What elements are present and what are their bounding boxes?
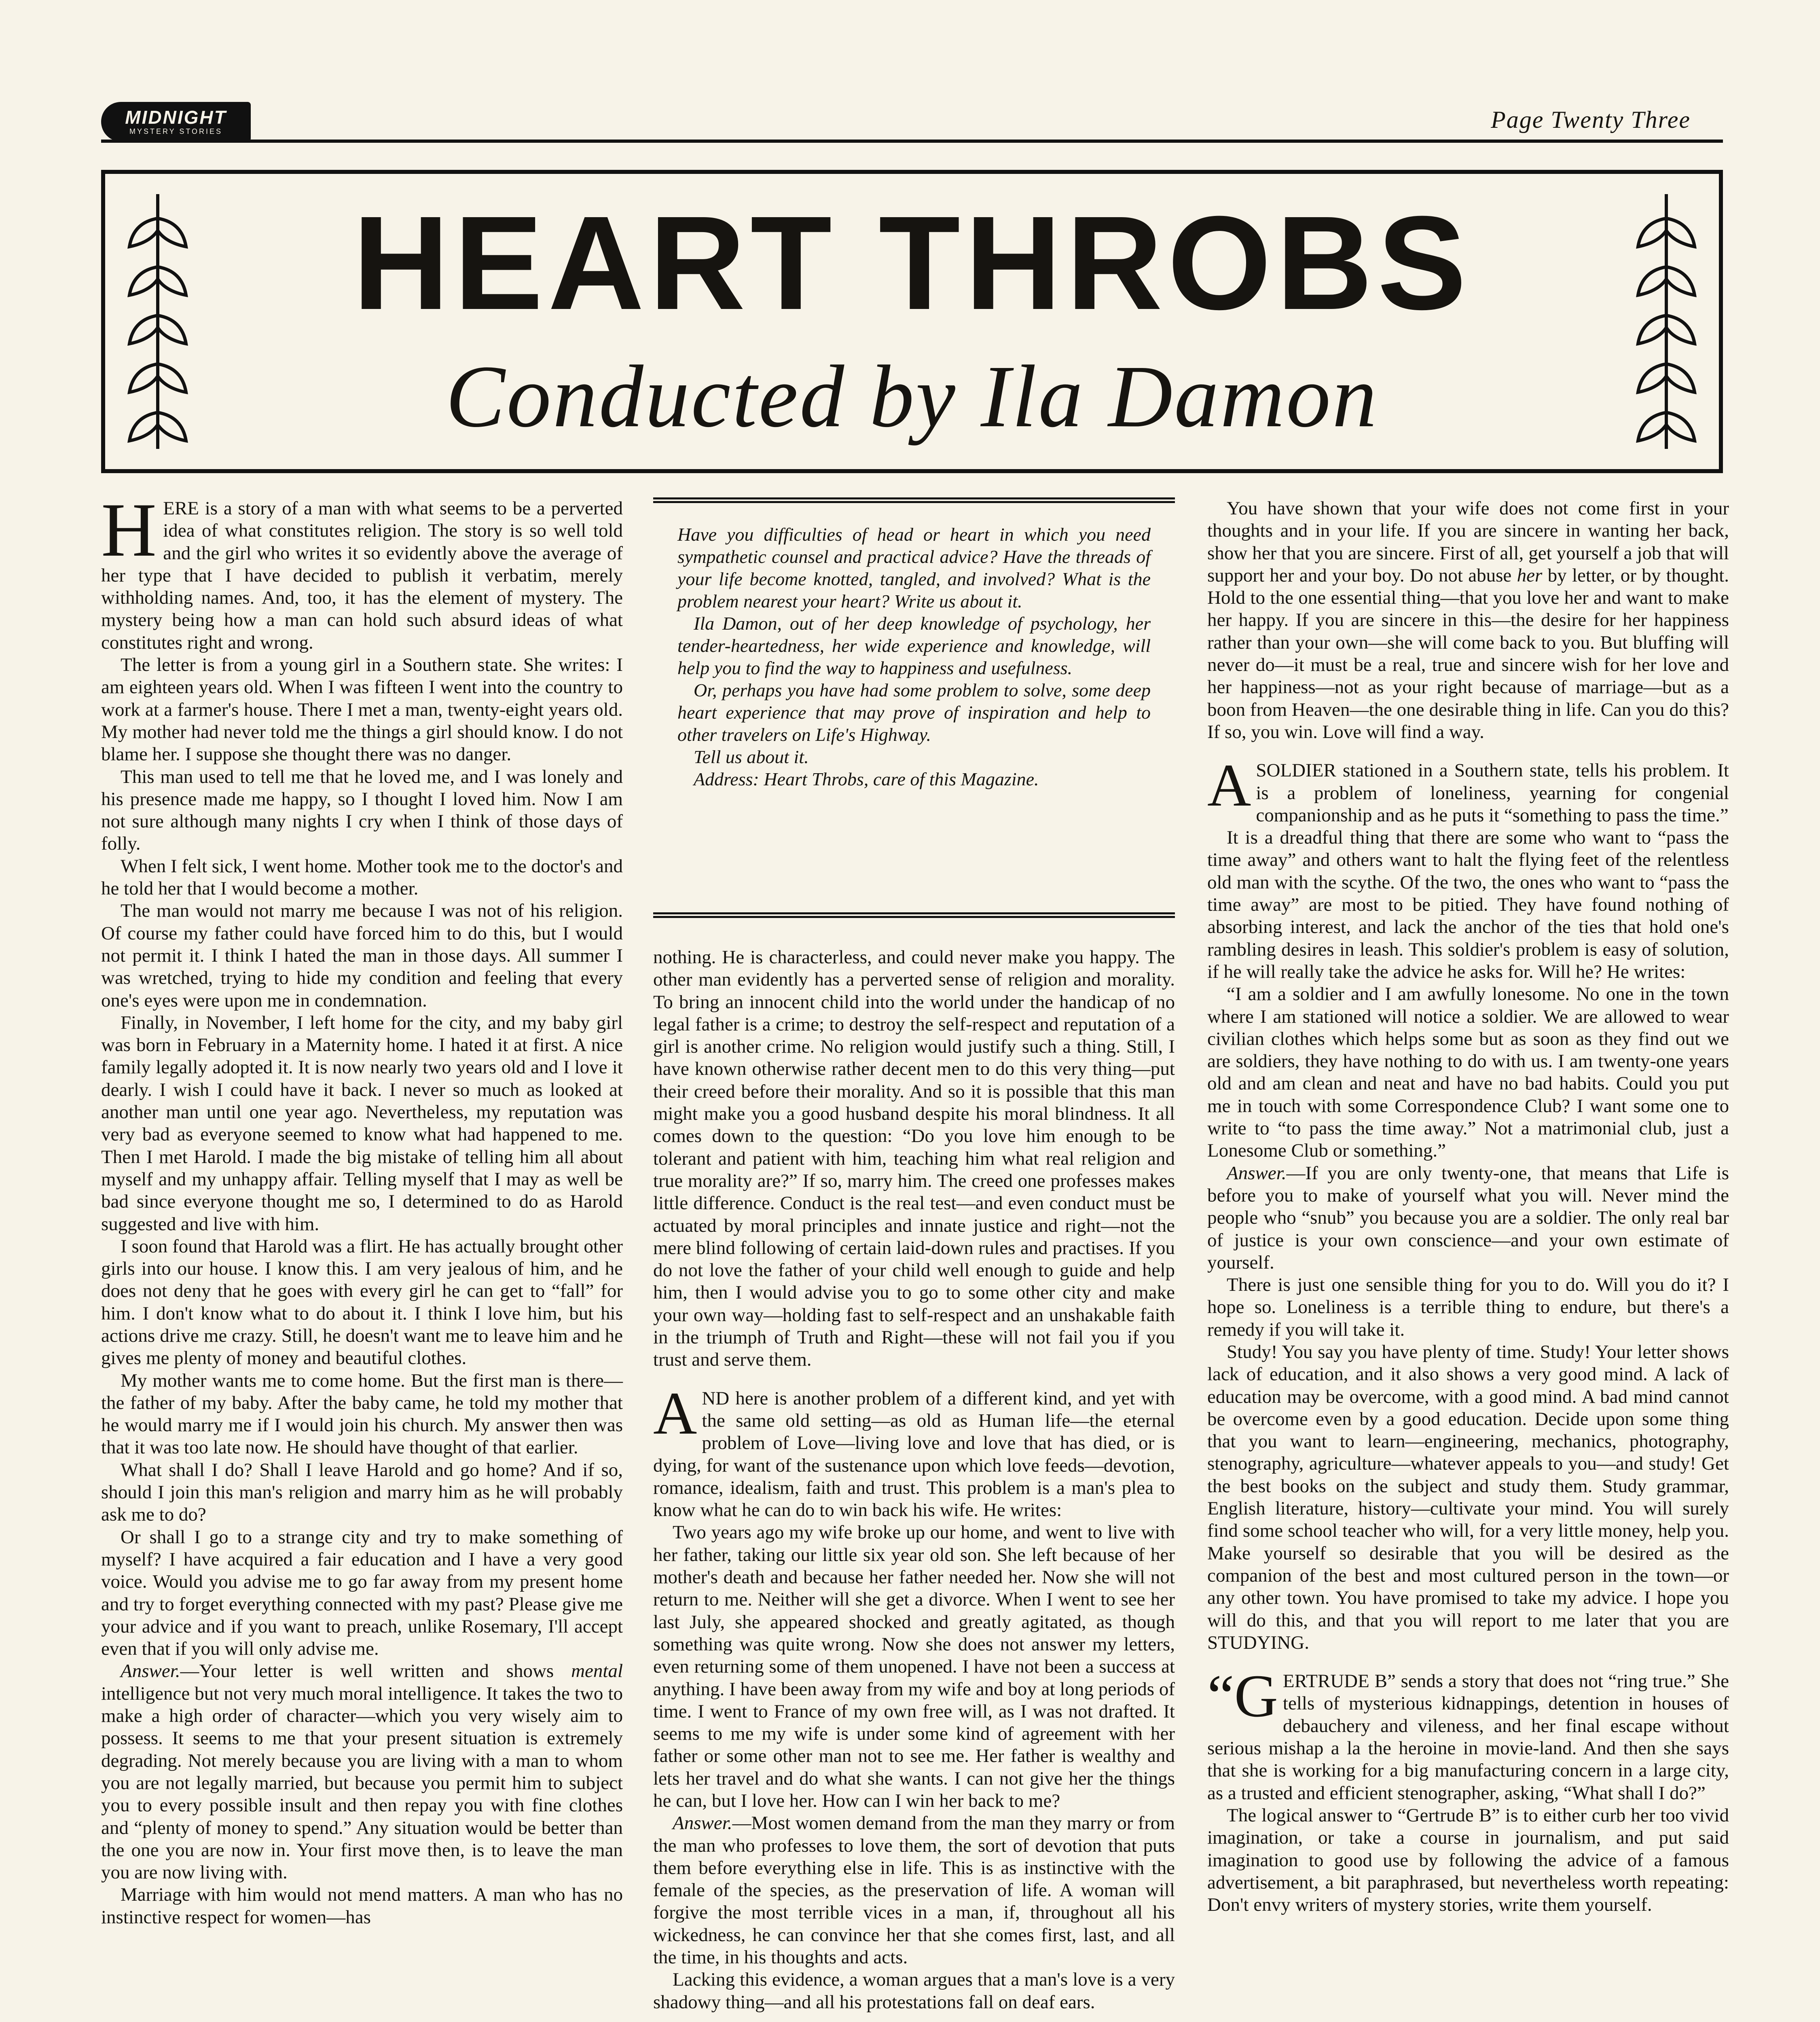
logo-title: MIDNIGHT [125,107,227,128]
paragraph: What shall I do? Shall I leave Harold and go home? And if so, should I join this man's religion and marry him as he will probably ask me to do? [101,1459,623,1525]
drop-cap: H [101,488,157,573]
paragraph: Marriage with him would not mend matters. A man who has no instinctive respect for women—has [101,1884,623,1928]
title-box [101,170,1723,473]
notice-paragraph: Tell us about it. [694,747,809,767]
drop-cap: A [1207,752,1251,819]
logo-subtitle: MYSTERY STORIES [129,127,223,135]
paragraph: When I felt sick, I went home. Mother took me to the doctor's and he told her that I would become a mother. [101,855,623,899]
paragraph: AND here is another problem of a different kind, and yet with the same old setting—as old as Human life—the eternal problem of Love—living love and love that has died, or is dying, for want of the sustenance upon which love feeds—devotion, romance, idealism, faith and trust. This problem is a man's plea to know what he can do to win back his wife. He writes: [653,1379,1175,1521]
page-subtitle: Conducted by Ila Damon [446,347,1378,446]
article-column-3 [1207,497,1729,1916]
paragraph: You have shown that your wife does not come first in your thoughts and in your life. If you are sincere in wanting her back, show her that you are sincere. First of all, get yourself a job that will support her and your boy. Do not abuse her by letter, or by thought. Hold to the one essential thing—that you love her and want to make her happy. If you are sincere in this—the desire for her happiness rather than your own—she will come back to you. But bluffing will never do—it must be a real, true and sincere wish for her love and her happiness—not as your right because of marriage—but as a boon from Heaven—the one desirable thing in life. Can you do this? If so, you win. Love will find a way. [1207,498,1729,742]
paragraph: The man would not marry me because I was not of his religion. Of course my father could have forced him to do this, but I would not permit it. I think I hated the man in those days. All summer I was wretched, trying to hide my condition and feeling that every one's eyes were upon me in condemnation. [101,900,623,1011]
paragraph: Or shall I go to a strange city and try to make something of myself? I have acquired a fair education and I have a very good voice. Would you advise me to go far away from my present home and try to forget everything connected with my past? Please give me your advice and if you want to preach, unlike Rosemary, I'll accept even that if you will only advise me. [101,1526,623,1660]
header-rule [101,140,1723,143]
answer-label: Answer. [1227,1162,1287,1184]
paragraph: Study! You say you have plenty of time. Study! Your letter shows lack of education, and it also shows a very good mind. A lack of education may be overcome, with a good mind. A bad mind cannot be overcome even by a good education. Decide upon some thing that you want to learn—engineering, mechanics, photography, stenography, agriculture—whatever appeals to you—and study! Get the best books on the subject and study them. Study grammar, English literature, history—cultivate your mind. You will surely find some school teacher who will, for a very little money, help you. Make yourself so desirable that you will be desired as the companion of the best and most cultured person in the town—or any other town. You have promised to take my advice. I hope you will do this, and that you will report to me later that you are STUDYING. [1207,1341,1729,1653]
paragraph: nothing. He is characterless, and could never make you happy. The other man evidently has a perverted sense of religion and morality. To bring an innocent child into the world under the handicap of no legal father is a crime; to destroy the self-respect and reputation of a girl is another crime. No religion would justify such a thing. Still, I have known otherwise rather decent men to do this very thing—put their creed before their morality. And so it is possible that this man might make you a good husband despite his moral blindness. It all comes down to the question: “Do you love him enough to be tolerant and patient with him, teaching him what real religion and true morality are?” If so, marry him. The creed one professes makes little difference. Conduct is the real test—and even conduct must be actuated by moral principles and innate justice and right—not the mere blind following of certain laid-down rules and practises. If you do not love the father of your child well enough to guide and help him, then I would advise you to go to some other city and make your own way—holding fast to self-respect and an unshakable faith in the triumph of Truth and Right—these will not fail you if you trust and serve them. [653,947,1175,1371]
paragraph: It is a dreadful thing that there are some who want to “pass the time away” and others want to halt the flying feet of the relentless old man with the scythe. Of the two, the ones who want to “pass the time away” are most to be pitied. They have found nothing of absorbing interest, and lack the anchor of the ties that hold one's rambling desires in leash. This soldier's problem is easy of solution, if he will really take the advice he asks for. Will he? He writes: [1207,827,1729,982]
paragraph: Finally, in November, I left home for the city, and my baby girl was born in February in a Maternity home. I hated it at first. A nice family legally adopted it. It is now nearly two years old and I love it dearly. I wish I could have it back. I never so much as looked at another man until one year ago. Nevertheless, my reputation was very bad as everyone seemed to know what had happened to me. Then I met Harold. I made the big mistake of telling him all about myself and my unhappy affair. Telling myself that I may as well be bad since everyone thought me so, I determined to do as Harold suggested and live with him. [101,1012,623,1235]
answer-label: Answer. [121,1660,180,1682]
answer-paragraph: Answer.—If you are only twenty-one, that means that Life is before you to make of yourself what you will. Never mind the people who “snub” you because you are a soldier. The only real bar of justice is your own conscience—and your own estimate of yourself. [1207,1162,1729,1273]
paragraph: Two years ago my wife broke up our home, and went to live with her father, taking our little six year old son. She left because of her mother's death and because her father needed her. Now she will not return to me. Neither will she get a divorce. When I went to see her last July, she appeared shocked and greatly agitated, as though something was quite wrong. Now she does not answer my letters, even returning some of them unopened. I have not been a success at anything. I have been away from my wife and boy at long periods of time. I went to France of my own free will, as I was not drafted. It seems to me my wife is under some kind of agreement with her father or some other man not to see me. Her father is wealthy and lets her travel and do what she wants. I can not give her the things he can, but I love her. How can I win her back to me? [653,1522,1175,1811]
notice-paragraph: Have you difficulties of head or heart in which you need sympathetic counsel and practical advice? Have the threads of your life become knotted, tangled, and involved? What is the problem nearest your heart? Write us about it. [677,524,1151,611]
answer-paragraph: Answer.—Your letter is well written and shows mental intelligence but not very much moral intelligence. It takes the two to make a high order of character—which you very wisely aim to possess. It seems to me that your present situation is extremely degrading. Not merely because you are living with a man to whom you are not legally married, but because you permit him to subject you to every possible insult and then repay you with fine clothes and “plenty of money to spend.” Any situation would be better than the one you are now in. Your first move then, is to leave the man you are now living with. [101,1660,623,1883]
page-number: Page Twenty Three [1491,106,1691,133]
paragraph: HERE is a story of a man with what seems to be a perverted idea of what constitutes religion. The story is so well told and the girl who writes it so evidently above the average of her type that I have decided to publish it verbatim, merely withholding names. And, too, it has the element of mystery. The mystery being how a man can hold such absurd ideas of what constitutes right and wrong. [101,488,623,653]
paragraph: There is just one sensible thing for you to do. Will you do it? I hope so. Loneliness is a terrible thing to endure, but there's a remedy if you will take it. [1207,1274,1729,1340]
paragraph: The logical answer to “Gertrude B” is to either curb her too vivid imagination, or take a course in journalism, and put said imagination to good use by following the advice of a famous advertisement, a bit paraphrased, but nevertheless worth repeating: Don't envy writers of mystery stories, write them yourself. [1207,1804,1729,1916]
paragraph: Lacking this evidence, a woman argues that a man's love is a very shadowy thing—and all his protestations fall on deaf ears. [653,1969,1175,2013]
article-column-1 [101,488,623,1929]
paragraph: I soon found that Harold was a flirt. He has actually brought other girls into our house. I know this. I am very jealous of him, and he does not deny that he goes with every girl he can get to “fall” for him. I don't know what to do about it. I think I love him, but his actions drive me crazy. Still, he doesn't want me to leave him and he gives me plenty of money and beautiful clothes. [101,1235,623,1369]
notice-box [653,497,1175,918]
paragraph: ASOLDIER stationed in a Southern state, tells his problem. It is a problem of loneliness, yearning for congenial companionship and as he puts it “something to pass the time.” [1207,752,1729,826]
answer-paragraph: Answer.—Most women demand from the man they marry or from the man who professes to love them, the sort of devotion that puts them before everything else in life. This is as instinctive with the female of the species, as the preservation of life. A woman will forgive the most terrible vices in a man, if, throughout all his wickedness, he can convince her that she comes first, last, and all the time, in his thoughts and acts. [653,1813,1175,1968]
answer-label: Answer. [673,1813,732,1834]
drop-cap: A [653,1379,697,1447]
paragraph: “I am a soldier and I am awfully lonesome. No one in the town where I am stationed will notice a soldier. We are allowed to wear civilian clothes which helps some but as soon as they find out we are soldiers, they have nothing to do with us. I am twenty-one years old and am clean and neat and have no bad habits. Could you put me in touch with some Correspondence Club? I want some one to write to “to pass the time away.” Not a matrimonial club, just a Lonesome Club or something.” [1207,984,1729,1161]
page-title: HEART THROBS [353,188,1471,337]
magazine-logo [101,102,251,142]
notice-paragraph: Or, perhaps you have had some problem to solve, some deep heart experience that may prove of inspiration and help to other travelers on Life's Highway. [677,680,1151,745]
paragraph: My mother wants me to come home. But the first man is there—the father of my baby. After the baby came, he told my mother that he would marry me if I would join his church. My answer then was that it was too late now. He should have thought of that earlier. [101,1370,623,1458]
article-column-2 [653,946,1175,2014]
drop-cap: “G [1207,1662,1278,1730]
notice-paragraph: Ila Damon, out of her deep knowledge of psychology, her tender-heartedness, her wide experience and knowledge, will help you to find the way to happiness and usefulness. [677,613,1151,678]
paragraph: “GERTRUDE B” sends a story that does not “ring true.” She tells of mysterious kidnappings, detention in houses of debauchery and vileness, and her final escape without serious mishap a la the heroine in movie-land. And then she says that she is working for a big manufacturing concern in a large city, as a trusted and efficient stenographer, asking, “What shall I do?” [1207,1662,1729,1804]
notice-paragraph: Address: Heart Throbs, care of this Magazine. [694,769,1039,789]
paragraph: The letter is from a young girl in a Southern state. She writes: I am eighteen years old. When I was fifteen I went into the country to work at a farmer's house. There I met a man, twenty-eight years old. My mother had never told me the things a girl should know. I do not blame her. I suppose she thought there was no danger. [101,654,623,765]
paragraph: This man used to tell me that he loved me, and I was lonely and his presence made me happy, so I thought I loved him. Now I am not sure although many nights I cry when I think of those days of folly. [101,766,623,854]
